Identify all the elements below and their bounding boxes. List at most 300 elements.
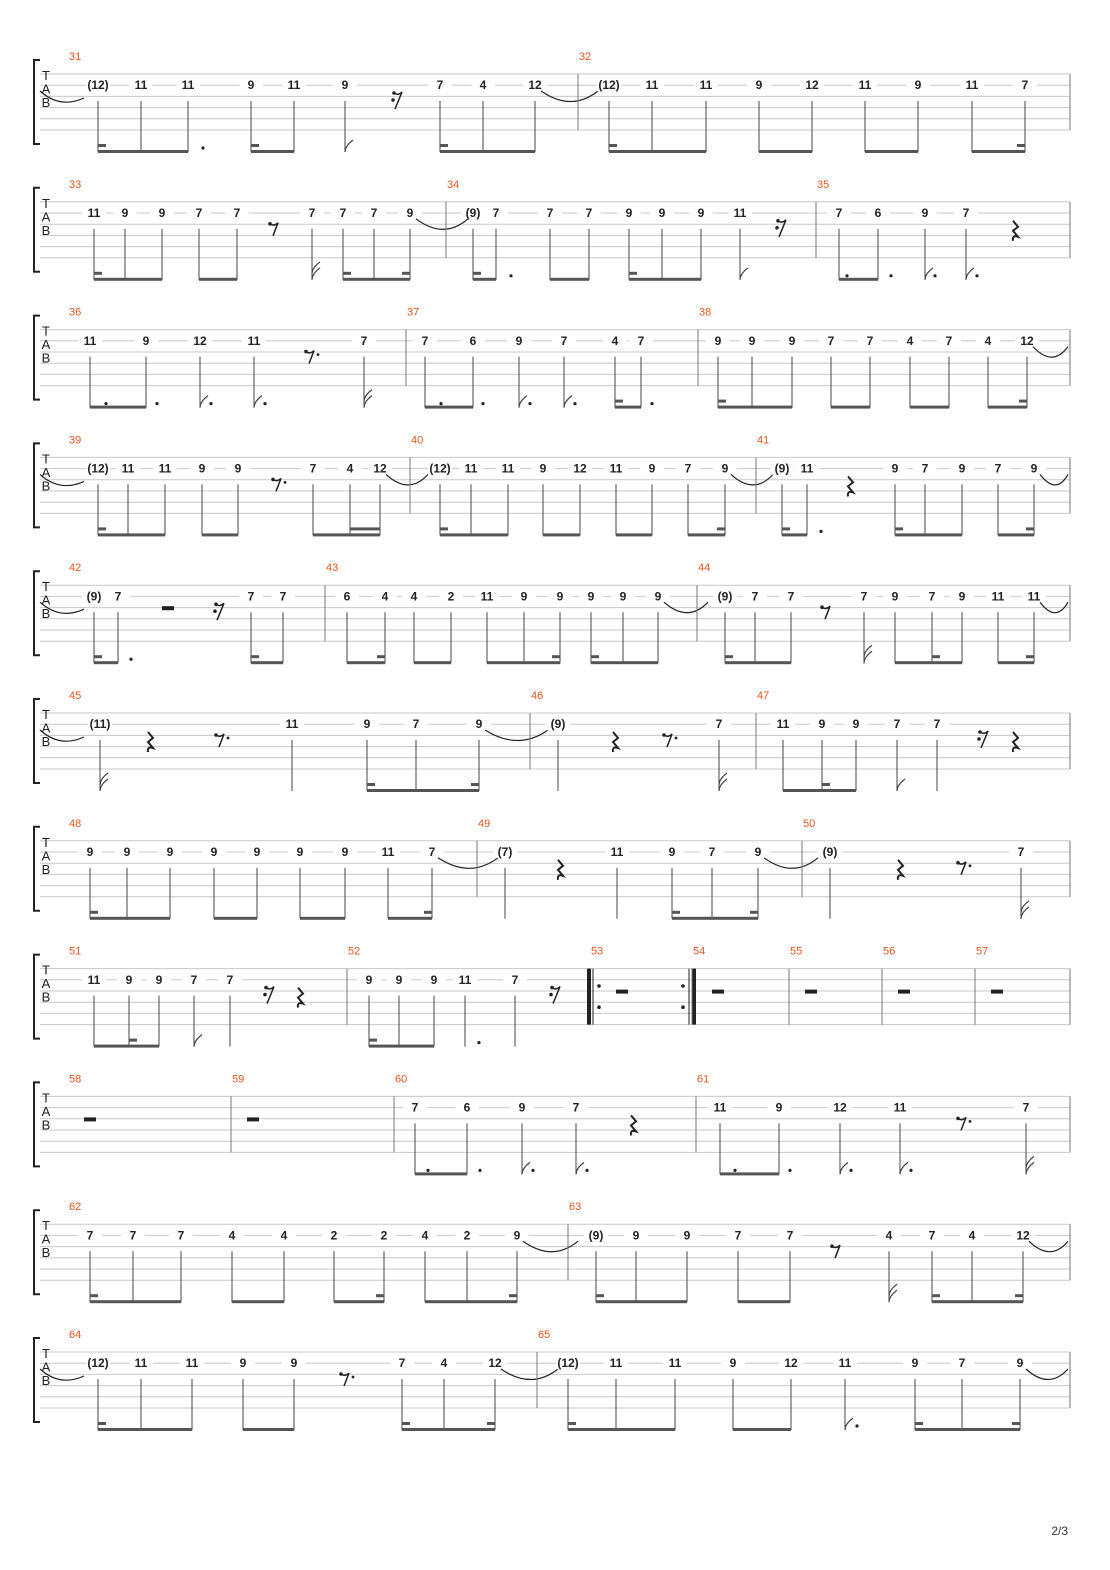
tab-clef-letter: B (41, 478, 51, 494)
fret-number: 7 (734, 1228, 742, 1243)
fret-number: 4 (906, 333, 914, 348)
fret-number: 2 (380, 1228, 388, 1243)
repeat-dot (597, 984, 601, 988)
rhythm-dot (439, 402, 442, 405)
beam (672, 917, 758, 920)
measure-number: 61 (697, 1073, 710, 1086)
rhythm-dot (845, 274, 848, 277)
measure-number: 47 (757, 690, 770, 702)
sub-beam (725, 655, 733, 658)
rest-head (549, 993, 553, 997)
beam (720, 1172, 779, 1175)
beam (402, 1428, 495, 1431)
measure-number: 32 (579, 51, 592, 63)
rest-head (978, 730, 982, 734)
tab-clef-letter: B (41, 1373, 51, 1388)
fret-number: 9 (247, 78, 255, 93)
fret-number: (9) (774, 461, 790, 476)
fret-number: 7 (1022, 1100, 1030, 1115)
beam (738, 1300, 790, 1303)
beam (425, 1300, 517, 1303)
rhythm-dot (426, 1169, 429, 1172)
measure-number: 44 (698, 562, 711, 575)
rhythm-dot (209, 402, 212, 405)
fret-number: 12 (784, 1356, 798, 1371)
sixteenth-rest (394, 92, 402, 109)
fret-number: 9 (587, 589, 595, 604)
fret-number: 9 (430, 972, 438, 987)
rhythm-dot (528, 402, 531, 405)
fret-number: 7 (190, 972, 198, 987)
fret-number: 7 (1017, 845, 1025, 859)
tab-clef-letter: B (41, 95, 51, 110)
beam (759, 150, 812, 153)
sub-beam (615, 400, 623, 403)
fret-number: 6 (874, 206, 882, 220)
beam (783, 789, 856, 792)
fret-number: 11 (838, 1356, 852, 1371)
fret-number: 7 (195, 206, 203, 220)
rest-head (956, 1117, 960, 1121)
fret-number: (12) (598, 78, 620, 93)
measure-number: 64 (69, 1329, 82, 1341)
sub-beam (932, 1294, 940, 1297)
fret-number: 9 (520, 589, 528, 604)
fret-number: 7 (637, 333, 645, 348)
fret-number: 7 (360, 333, 368, 348)
fret-number: 9 (658, 206, 666, 220)
sixteenth-rest (552, 987, 560, 1004)
fret-number: 7 (835, 206, 843, 220)
fret-number: 6 (463, 1100, 471, 1115)
measure-number: 53 (591, 945, 604, 958)
rhythm-dot (889, 274, 892, 277)
sub-beam (609, 144, 617, 147)
tab-system (34, 307, 1070, 409)
sub-beam (350, 527, 380, 530)
fret-number: 9 (518, 1100, 526, 1115)
fret-number: 7 (370, 206, 378, 220)
eighth-flag (845, 1418, 853, 1430)
beam (251, 661, 283, 664)
beam (524, 661, 560, 664)
half-rest (991, 990, 1003, 994)
measure-number: 56 (883, 945, 896, 958)
fret-number: 11 (134, 78, 148, 93)
beam (998, 533, 1034, 536)
fret-number: 11 (247, 333, 261, 348)
measure-number: 34 (447, 178, 460, 191)
rest-head (264, 986, 268, 990)
beam (629, 278, 701, 281)
rest-head (268, 222, 272, 226)
tab-clef-letter: T (42, 962, 50, 978)
fret-number: 9 (198, 461, 206, 476)
rest-dot (227, 737, 230, 740)
beam (347, 661, 385, 664)
fret-number: (12) (87, 461, 109, 476)
fret-number: 7 (492, 206, 500, 220)
fret-number: 9 (729, 1356, 737, 1371)
fret-number: 7 (233, 206, 241, 220)
beam (568, 1428, 675, 1431)
sub-beam (90, 911, 98, 914)
fret-number: 7 (560, 333, 568, 348)
eighth-flag (254, 396, 262, 408)
eighth-flag (740, 268, 748, 280)
eighth-flag (576, 1162, 584, 1174)
eighth-flag (925, 268, 933, 280)
fret-number: 7 (398, 1356, 406, 1371)
fret-number: 9 (341, 78, 349, 93)
fret-number: 9 (296, 845, 304, 859)
tab-system (34, 51, 1070, 153)
tab-clef-letter: A (41, 81, 51, 97)
fret-number: 9 (365, 972, 373, 987)
beam (550, 278, 589, 281)
fret-number: 7 (1021, 78, 1029, 93)
fret-number: 4 (885, 1228, 893, 1243)
sub-beam (369, 1039, 377, 1042)
sub-beam (473, 272, 481, 275)
fret-number: 9 (754, 845, 762, 859)
fret-number: 7 (411, 1100, 419, 1115)
measure-number: 65 (538, 1329, 551, 1341)
sub-beam (672, 911, 680, 914)
tab-system (34, 562, 1070, 664)
beam (343, 278, 410, 281)
tab-clef-letter: T (42, 451, 50, 467)
beam (596, 1300, 687, 1303)
fret-number: 9 (406, 206, 414, 220)
sub-beam (750, 911, 758, 914)
rest-dot (969, 864, 972, 867)
fret-number: 7 (962, 206, 970, 220)
fret-number: 4 (346, 461, 354, 476)
eighth-flag (564, 396, 572, 408)
measure-number: 39 (69, 434, 82, 447)
fret-number: 9 (1016, 1356, 1024, 1371)
eighth-flag (900, 1162, 908, 1174)
fret-number: 9 (852, 717, 860, 732)
sub-beam (782, 527, 790, 530)
beam (313, 533, 380, 536)
fret-number: 7 (412, 717, 420, 732)
beam (865, 150, 918, 153)
repeat-dot (597, 1005, 601, 1009)
fret-number: 2 (463, 1228, 471, 1243)
fret-number: 11 (1027, 589, 1041, 604)
rest-head (550, 986, 554, 990)
beam (616, 533, 652, 536)
fret-number: (12) (429, 461, 451, 476)
measure-number: 38 (699, 306, 712, 319)
system-bracket (34, 1210, 40, 1294)
rest-head (392, 91, 396, 95)
beam (473, 278, 496, 281)
measure-number: 54 (693, 945, 706, 958)
measure-number: 46 (531, 690, 544, 702)
sub-beam (94, 655, 102, 658)
measure-number: 52 (348, 945, 361, 958)
fret-number: 9 (155, 972, 163, 987)
rhythm-dot (933, 274, 936, 277)
beam (367, 789, 479, 792)
system-bracket (34, 571, 40, 655)
beam (251, 150, 294, 153)
eighth-flag (519, 396, 527, 408)
measure-number: 58 (69, 1073, 82, 1086)
system-bracket (34, 955, 40, 1039)
fret-number: 6 (343, 589, 351, 604)
tab-clef-letter: A (41, 464, 51, 480)
rhythm-dot (849, 1169, 852, 1172)
fret-number: 11 (134, 1356, 148, 1371)
half-rest (84, 1117, 96, 1121)
fret-number: 7 (247, 589, 255, 604)
measure-number: 60 (395, 1073, 408, 1086)
fret-number: 7 (921, 461, 929, 476)
sub-beam (629, 272, 637, 275)
sub-beam (568, 1422, 576, 1425)
fret-number: 4 (228, 1228, 236, 1243)
tab-clef-letter: A (41, 209, 51, 225)
fret-number: (9) (717, 589, 733, 604)
fret-number: 7 (546, 206, 554, 220)
fret-number: 7 (339, 206, 347, 220)
rhythm-dot (573, 402, 576, 405)
fret-number: 11 (991, 589, 1005, 604)
rest-dot (969, 1120, 972, 1123)
fret-number: 9 (515, 333, 523, 348)
beam (591, 661, 658, 664)
fret-number: 9 (166, 845, 174, 859)
eighth-flag (522, 1162, 530, 1174)
fret-number: 9 (539, 461, 547, 476)
beam (94, 661, 118, 664)
tab-clef-letter: T (42, 1346, 50, 1361)
measure-number: 35 (817, 178, 830, 191)
fret-number: 11 (645, 78, 659, 93)
tab-clef-letter: B (41, 861, 51, 877)
measure-number: 31 (69, 51, 82, 63)
fret-number: 9 (697, 206, 705, 220)
fret-number: 11 (381, 845, 395, 859)
measure-number: 57 (976, 945, 989, 958)
sub-beam (343, 272, 351, 275)
fret-number: (12) (557, 1356, 579, 1371)
half-rest (247, 1117, 259, 1121)
fret-number: 9 (891, 461, 899, 476)
rest-dot (352, 1376, 355, 1379)
fret-number: 12 (373, 461, 387, 476)
sub-beam (487, 1422, 495, 1425)
rhythm-dot (481, 402, 484, 405)
tab-system (34, 1201, 1070, 1303)
fret-number: 12 (193, 333, 207, 348)
beam (98, 1428, 192, 1431)
fret-number: 4 (611, 333, 619, 348)
rhythm-dot (585, 1169, 588, 1172)
sub-beam (440, 527, 448, 530)
fret-number: 7 (893, 717, 901, 732)
sub-beam (1019, 400, 1027, 403)
fret-number: 11 (181, 78, 195, 93)
fret-number: 9 (683, 1228, 691, 1243)
beam (733, 1428, 791, 1431)
rhythm-dot (104, 402, 107, 405)
rhythm-dot (155, 402, 158, 405)
eighth-flag (966, 268, 974, 280)
tab-system (34, 946, 1070, 1048)
beam (300, 917, 345, 920)
system-bracket (34, 699, 40, 783)
beam (718, 406, 792, 409)
fret-number: 9 (619, 589, 627, 604)
rest-head (213, 609, 217, 613)
tab-clef-letter: T (42, 707, 50, 722)
system-bracket (34, 188, 40, 272)
fret-number: 12 (1020, 333, 1034, 348)
measure-number: 63 (569, 1201, 582, 1214)
beam (782, 533, 807, 536)
fret-number: 12 (488, 1356, 502, 1371)
fret-number: 4 (381, 589, 389, 604)
beam (214, 917, 257, 920)
measure-number: 49 (478, 817, 491, 830)
fret-number: 9 (625, 206, 633, 220)
fret-number: 11 (965, 78, 979, 93)
fret-number: 7 (428, 845, 436, 859)
sub-beam (402, 1422, 410, 1425)
rhythm-dot (478, 1169, 481, 1172)
half-rest (805, 990, 817, 994)
half-rest (616, 990, 628, 994)
rhythm-dot (531, 1169, 534, 1172)
fret-number: 4 (440, 1356, 448, 1371)
half-rest (162, 606, 174, 610)
fret-number: 7 (421, 333, 429, 348)
rest-head (214, 733, 218, 737)
tab-clef-letter: A (41, 592, 51, 608)
fret-number: 9 (475, 717, 483, 732)
beam (988, 406, 1027, 409)
tab-system (34, 434, 1070, 536)
fret-number: 11 (285, 717, 299, 732)
repeat-thick-bar (587, 969, 591, 1025)
rhythm-dot (650, 402, 653, 405)
measure-number: 37 (407, 306, 420, 319)
tab-clef-letter: B (41, 734, 51, 749)
fret-number: 4 (421, 1228, 429, 1243)
fret-number: 7 (933, 717, 941, 732)
tab-system (34, 818, 1070, 920)
sub-beam (129, 1039, 137, 1042)
rhythm-dot (819, 530, 822, 533)
beam (94, 278, 162, 281)
fret-number: 11 (713, 1100, 727, 1115)
beam (90, 1300, 181, 1303)
beam (98, 533, 165, 536)
eighth-flag (840, 1162, 848, 1174)
fret-number: 7 (715, 717, 723, 732)
sub-beam (552, 655, 560, 658)
fret-number: 9 (632, 1228, 640, 1243)
fret-number: 11 (83, 333, 97, 348)
page-number: 2/3 (1051, 1524, 1068, 1538)
sub-beam (402, 272, 410, 275)
fret-number: 7 (436, 78, 444, 93)
beam (334, 1300, 384, 1303)
beam (98, 150, 188, 153)
fret-number: 11 (121, 461, 135, 476)
fret-number: 9 (86, 845, 94, 859)
rest-head (830, 1244, 834, 1248)
beam (543, 533, 580, 536)
tab-clef-letter: A (41, 1103, 51, 1119)
beam (932, 1300, 1023, 1303)
tab-clef-letter: A (41, 1231, 51, 1247)
tab-clef-letter: T (42, 834, 50, 850)
fret-number: 12 (573, 461, 587, 476)
fret-number: 4 (968, 1228, 976, 1243)
system-bracket (34, 316, 40, 400)
sub-beam (98, 144, 106, 147)
fret-number: 7 (994, 461, 1002, 476)
beam (369, 1045, 434, 1048)
sub-beam (822, 783, 830, 786)
system-bracket (34, 1338, 40, 1422)
fret-number: 4 (479, 78, 487, 93)
fret-number: 9 (158, 206, 166, 220)
sub-beam (591, 655, 599, 658)
sub-beam (1012, 1422, 1020, 1425)
sub-beam (440, 144, 448, 147)
beam (915, 1428, 1020, 1431)
sub-beam (251, 144, 259, 147)
tab-clef-letter: T (42, 68, 50, 83)
rest-dot (284, 481, 287, 484)
fret-number: 7 (928, 589, 936, 604)
system-bracket (34, 443, 40, 527)
fret-number: 9 (363, 717, 371, 732)
beam (998, 661, 1034, 664)
fret-number: 12 (528, 78, 542, 93)
sub-beam (895, 527, 903, 530)
sub-beam (915, 1422, 923, 1425)
fret-number: 2 (447, 589, 455, 604)
fret-number: 9 (714, 333, 722, 348)
beam (895, 533, 962, 536)
fret-number: 11 (185, 1356, 199, 1371)
tab-clef-letter: T (42, 1090, 50, 1106)
fret-number: 9 (911, 1356, 919, 1371)
sub-beam (94, 272, 102, 275)
rest-head (271, 478, 275, 482)
sub-beam (367, 783, 375, 786)
beam (615, 406, 641, 409)
measure-number: 51 (69, 945, 82, 958)
fret-number: 6 (469, 333, 477, 348)
beam (910, 406, 949, 409)
system-bracket (34, 60, 40, 144)
beam (440, 533, 508, 536)
sub-beam (471, 783, 479, 786)
tab-clef-letter: A (41, 337, 51, 353)
rest-head (339, 1372, 343, 1376)
sub-beam (717, 527, 725, 530)
fret-number: 9 (958, 589, 966, 604)
